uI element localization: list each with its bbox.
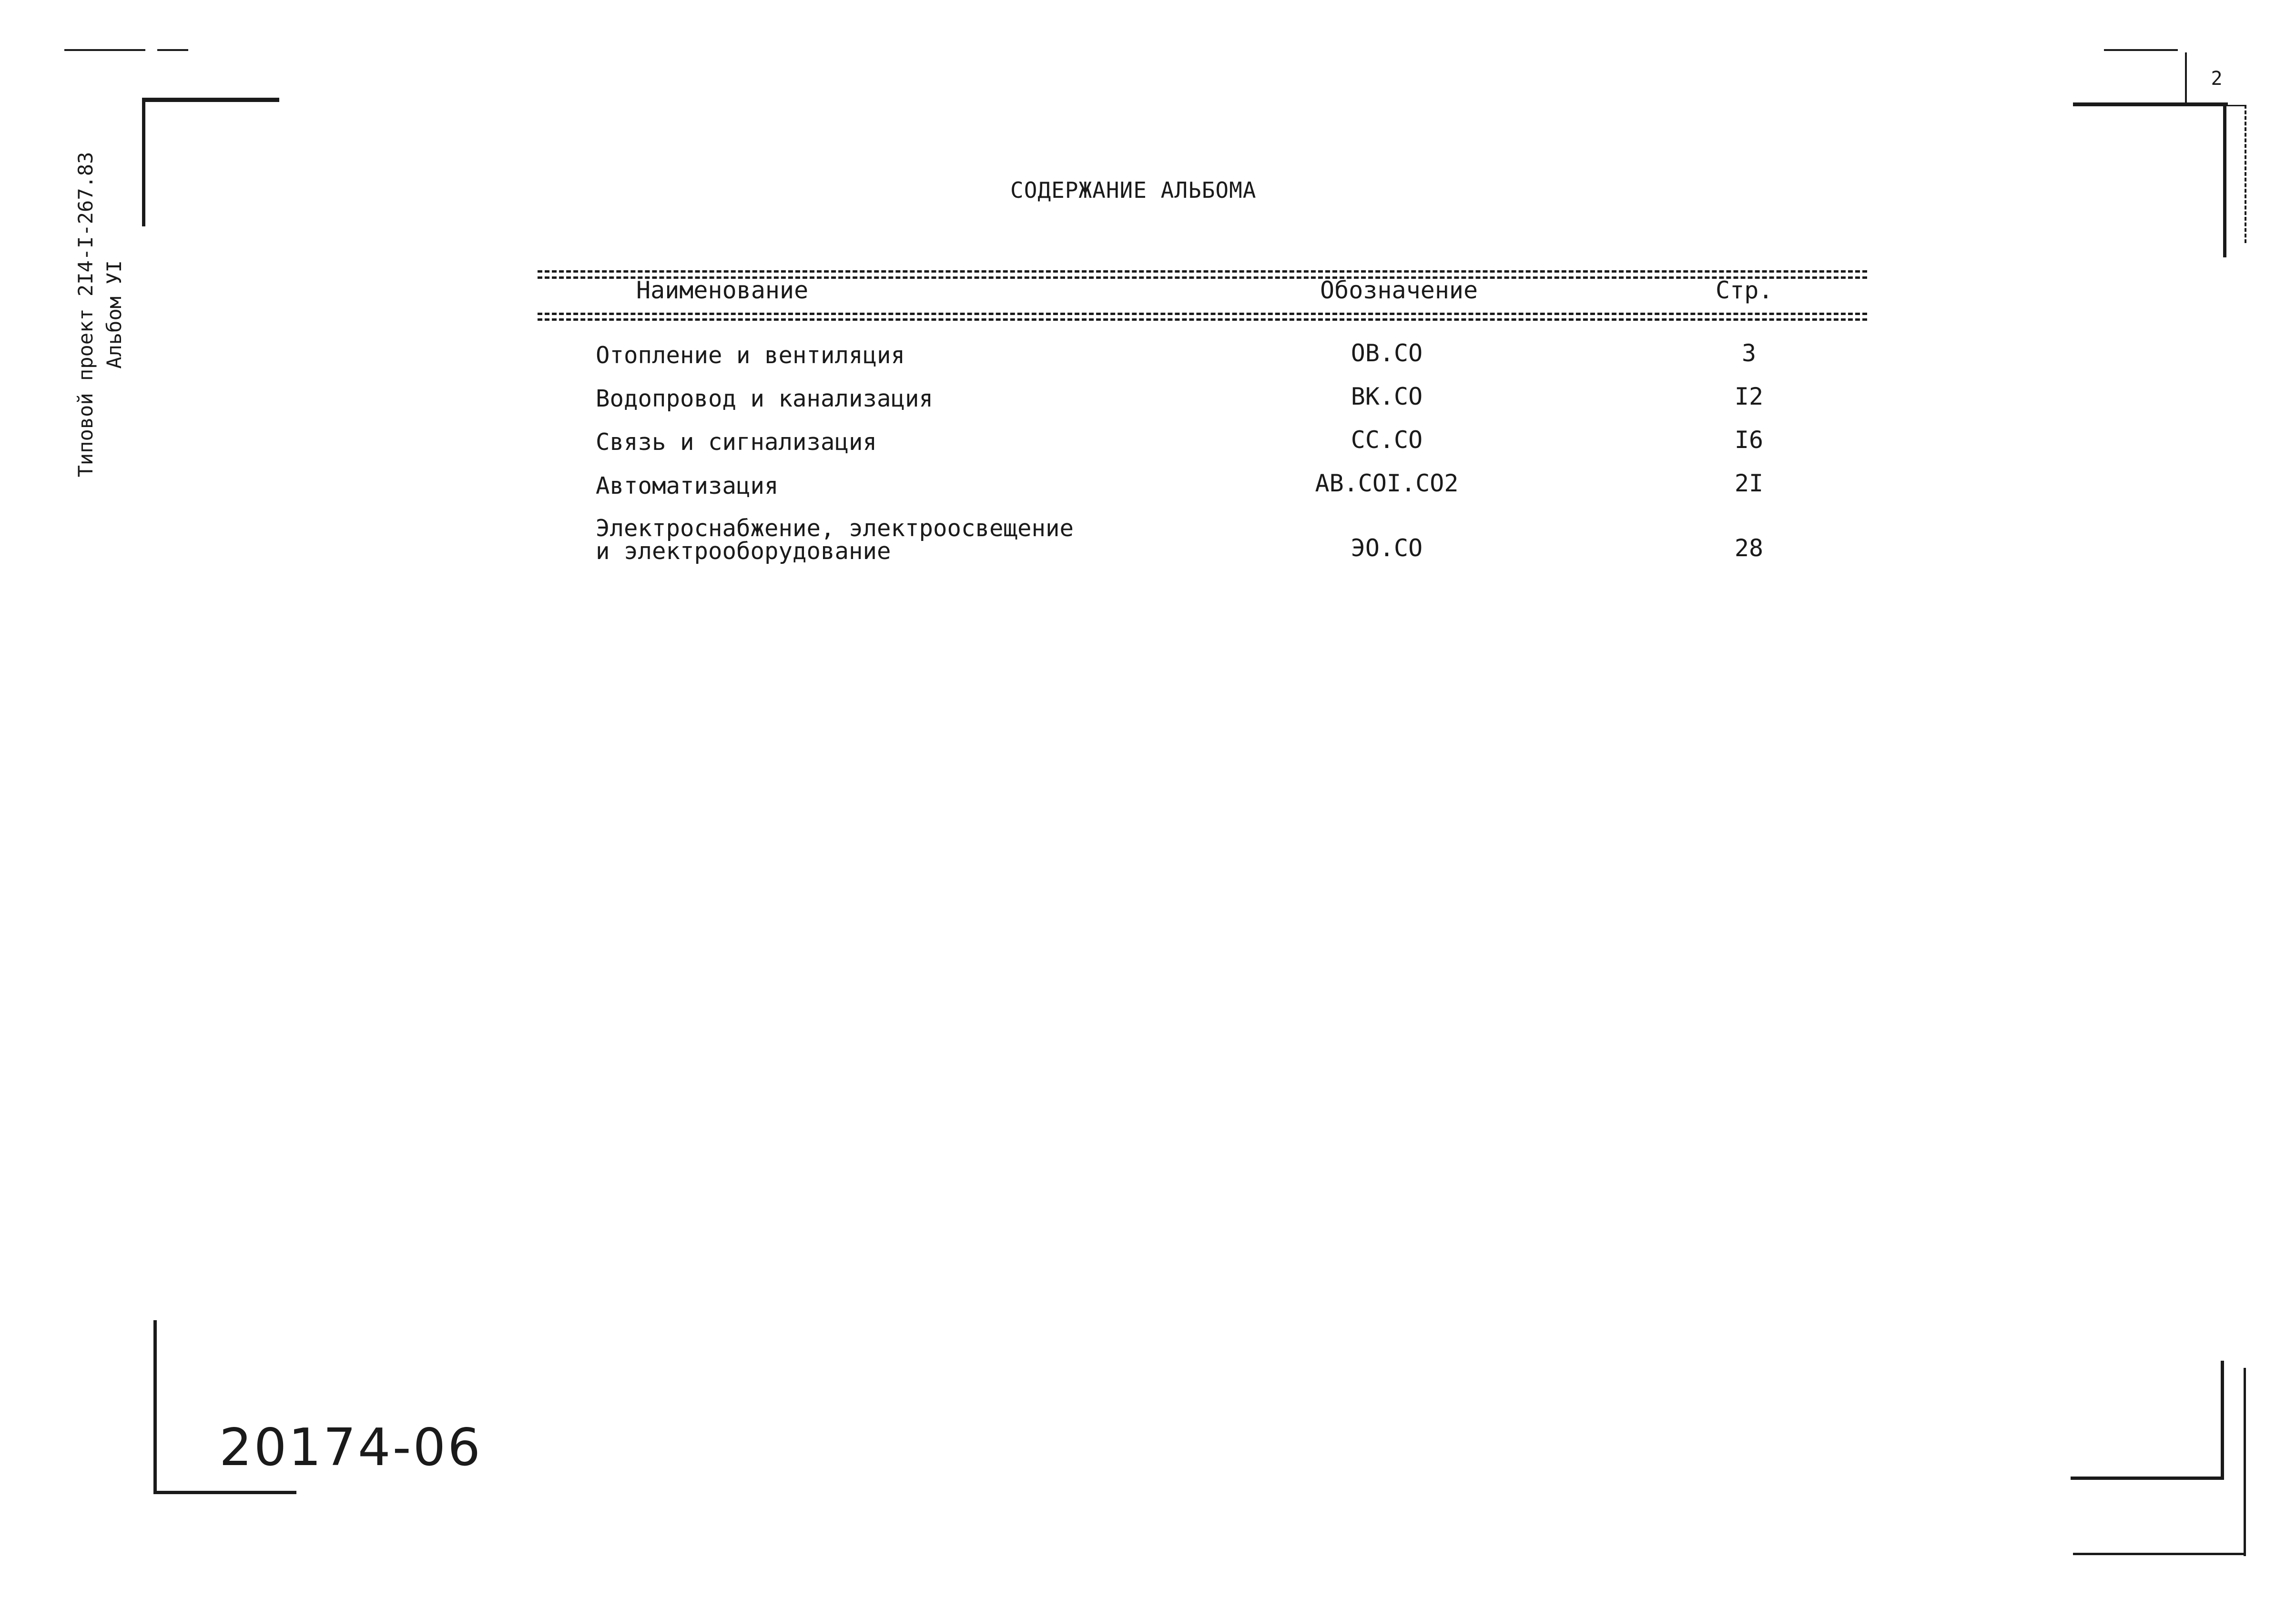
corner-mark-bottom-left bbox=[153, 1320, 157, 1494]
table-cell-name bbox=[596, 517, 1074, 563]
corner-mark-top-right bbox=[2245, 105, 2246, 243]
corner-mark-top-right bbox=[2073, 102, 2228, 106]
corner-mark-top-right bbox=[2223, 102, 2226, 257]
page-number-box bbox=[2185, 52, 2246, 106]
document-title: СОДЕРЖАНИЕ АЛЬБОМА bbox=[1010, 177, 1257, 203]
table-cell-name: Автоматизация bbox=[596, 472, 779, 499]
corner-mark-bottom-right bbox=[2073, 1553, 2246, 1555]
corner-mark-bottom-left bbox=[153, 1491, 296, 1494]
table-rule-header bbox=[538, 318, 1867, 321]
top-left-dash bbox=[64, 49, 145, 51]
table-cell-designation: ЭО.СО bbox=[1351, 534, 1423, 562]
table-cell-page: I2 bbox=[1734, 383, 1764, 410]
table-cell-designation: ВК.СО bbox=[1351, 383, 1423, 410]
table-cell-name-line: и электрооборудование bbox=[596, 538, 891, 565]
top-right-dash bbox=[2104, 49, 2178, 51]
corner-mark-bottom-right bbox=[2071, 1477, 2224, 1480]
side-stamp bbox=[71, 124, 143, 505]
corner-mark-bottom-right bbox=[2244, 1368, 2246, 1556]
table-cell-page: 28 bbox=[1734, 534, 1764, 562]
table-rule-header bbox=[538, 313, 1867, 315]
table-rule-top bbox=[538, 270, 1867, 273]
top-left-dash bbox=[157, 49, 188, 51]
table-cell-name: Связь и сигнализация bbox=[596, 428, 877, 456]
table-cell-page: 2I bbox=[1734, 469, 1764, 497]
table-cell-name-line: Электроснабжение, электроосвещение bbox=[596, 515, 1074, 542]
project-line: Типовой проект 2I4-I-267.83 bbox=[74, 152, 97, 478]
table-cell-page: I6 bbox=[1734, 426, 1764, 454]
inventory-number: 20174-06 bbox=[219, 1418, 482, 1477]
table-cell-designation: АВ.СОI.СО2 bbox=[1315, 469, 1459, 497]
corner-mark-top-left bbox=[142, 98, 279, 102]
table-cell-designation: ОВ.СО bbox=[1351, 339, 1423, 367]
column-header-page: Стр. bbox=[1716, 276, 1773, 304]
table-cell-designation: СС.СО bbox=[1351, 426, 1423, 454]
page-number: 2 bbox=[2211, 68, 2223, 90]
album-line: Альбом УI bbox=[102, 260, 126, 369]
column-header-designation: Обозначение bbox=[1320, 276, 1478, 304]
table-cell-name: Отопление и вентиляция bbox=[596, 342, 905, 369]
corner-mark-bottom-right bbox=[2221, 1361, 2224, 1480]
column-header-name: Наименование bbox=[636, 276, 809, 304]
table-cell-page: 3 bbox=[1741, 339, 1757, 367]
table-cell-name: Водопровод и канализация bbox=[596, 385, 934, 412]
